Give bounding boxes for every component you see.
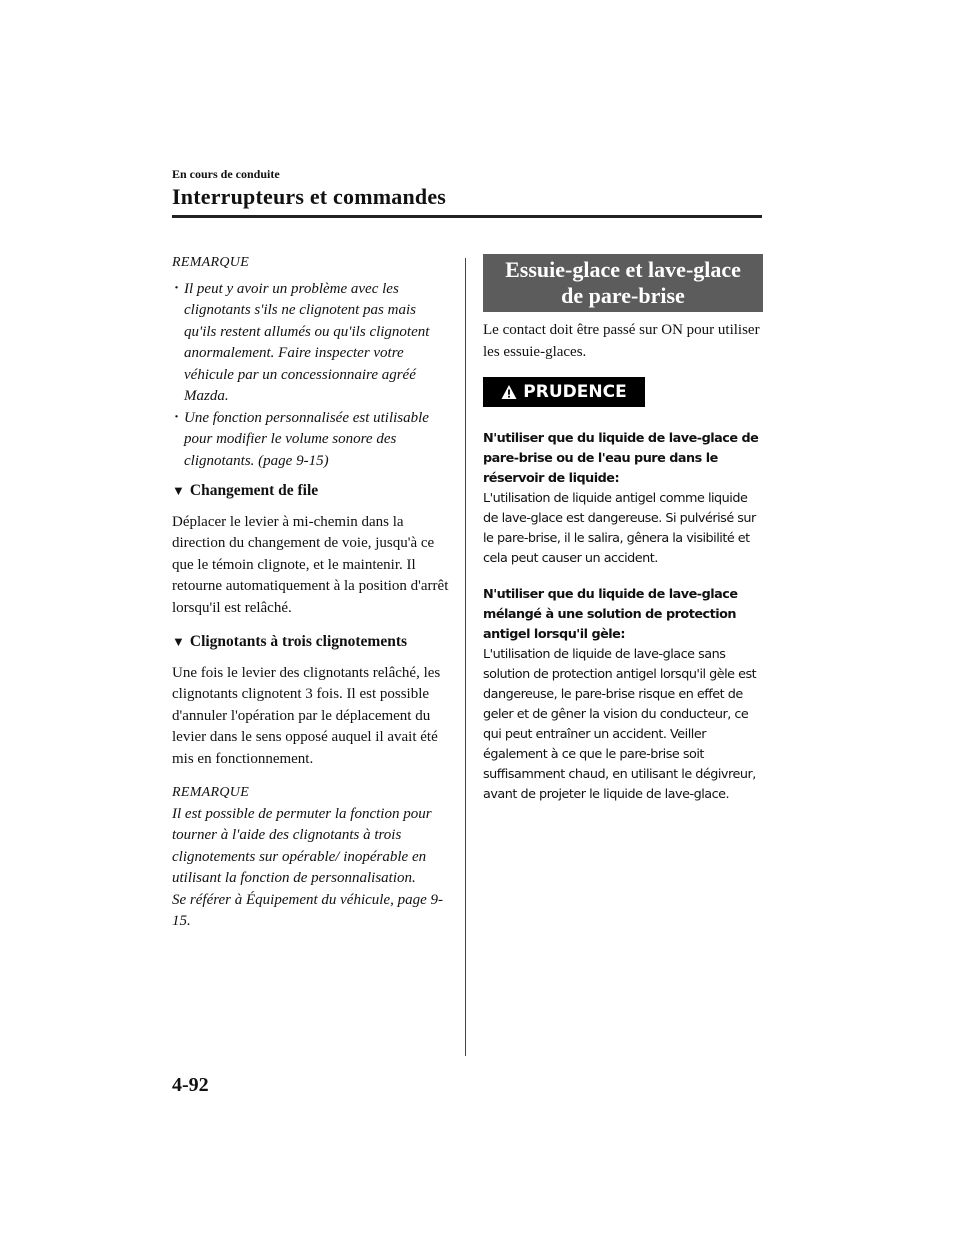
three-flash-text: Une fois le levier des clignotants relâché, les clignotants clignotent 3 fois. Il est possible d'annuler l'opération par le déplacement du levier dans le sens opposé auquel il avait été mis en fonctionnement. xyxy=(172,664,441,767)
intro-text: Le contact doit être passé sur ON pour utiliser les essuie-glaces. xyxy=(483,322,760,360)
three-flash-heading xyxy=(172,631,452,653)
note-item: · Une fonction personnalisée est utilisable pour modifier le volume sonore des clignotants. (page 9-15) xyxy=(172,408,452,473)
lane-change-heading xyxy=(172,480,452,502)
note-block-2 xyxy=(172,782,452,933)
note-reference: Se référer à Équipement du véhicule, page 9-15. xyxy=(172,891,444,929)
caution-2-text: L'utilisation de liquide de lave-glace sans solution de protection antigel lorsqu'il gèle est dangereuse, le pare-brise risque en effet de geler et de gêner la vision du conducteur, ce qui peut entraîner un accident. Veiller également à ce que le pare-brise soit suffisamment chaud, en utilisant le dégivreur, avant de projeter le liquide de lave-glace. xyxy=(483,647,757,802)
lane-change-text: Déplacer le levier à mi-chemin dans la direction du changement de voie, jusqu'à ce que le témoin clignote, et le maintenir. Il retourne automatiquement à la position d'arrêt lorsqu'il est relâché. xyxy=(172,513,449,616)
section-banner xyxy=(483,254,763,312)
page-number: 4-92 xyxy=(172,1074,209,1096)
three-flash-heading-text: Clignotants à trois clignotements xyxy=(189,633,408,650)
caution-body xyxy=(483,429,763,805)
note-item: · Il peut y avoir un problème avec les clignotants s'ils ne clignotent pas mais qu'ils restent allumés ou qu'ils clignotent anormalement. Faire inspecter votre véhicule par un concessionnaire agréé Mazda. xyxy=(172,279,452,408)
column-divider xyxy=(465,258,466,1056)
right-column xyxy=(483,254,763,805)
note-text: Il est possible de permuter la fonction pour tourner à l'aide des clignotants à trois clignotements sur opérable/ inopérable en utilisant la fonction de personnalisation. xyxy=(172,805,432,886)
caution-label: PRUDENCE xyxy=(523,382,627,402)
caution-badge xyxy=(483,377,645,407)
note-title: REMARQUE xyxy=(172,785,250,800)
caution-1-title: N'utiliser que du liquide de lave-glace de pare-brise ou de l'eau pure dans le réservoir de liquide: xyxy=(483,431,759,486)
note-block-1 xyxy=(172,252,452,472)
banner-line-2: de pare-brise xyxy=(561,283,685,308)
left-column xyxy=(172,252,452,933)
chapter-label: En cours de conduite xyxy=(172,167,280,181)
caution-2-title: N'utiliser que du liquide de lave-glace mélangé à une solution de protection antigel lorsqu'il gèle: xyxy=(483,587,738,642)
triangle-down-icon: ▼ xyxy=(172,483,185,498)
note-title: REMARQUE xyxy=(172,255,250,270)
triangle-down-icon: ▼ xyxy=(172,634,185,649)
warning-icon xyxy=(501,384,517,400)
header-rule xyxy=(172,215,762,218)
page-title: Interrupteurs et commandes xyxy=(172,184,447,209)
lane-change-heading-text: Changement de file xyxy=(189,482,319,499)
caution-1-text: L'utilisation de liquide antigel comme liquide de lave-glace est dangereuse. Si pulvérisé sur le pare-brise, il le salira, gênera la visibilité et cela peut causer un accident. xyxy=(483,491,756,566)
banner-line-1: Essuie-glace et lave-glace xyxy=(505,257,741,282)
note-list xyxy=(172,279,452,473)
